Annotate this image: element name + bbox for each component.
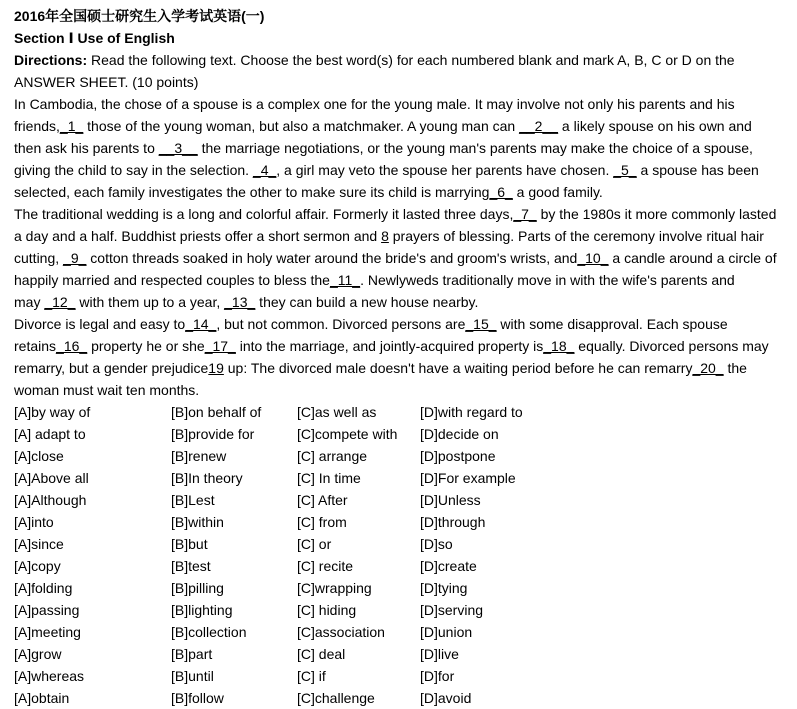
passage-text: a candle around a circle of <box>608 250 777 266</box>
passage-text: with them up to a year, <box>75 294 225 310</box>
option-choice: [C] if <box>297 668 326 684</box>
document <box>14 5 792 709</box>
passage <box>14 93 792 401</box>
passage-text: , but not common. Divorced persons are <box>216 316 466 332</box>
passage-text: retains <box>14 338 57 354</box>
option-choice: [B]renew <box>171 448 227 464</box>
option-choice: [A]meeting <box>14 624 81 640</box>
directions-text: Read the following text. Choose the best word(s) for each numbered blank and mark A, B, C or D on the <box>87 52 735 68</box>
passage-text: remarry, but a gender prejudice <box>14 360 209 376</box>
passage-text: into the marriage, and jointly-acquired property is <box>235 338 544 354</box>
passage-text: happily married and respected couples to bless the <box>14 272 330 288</box>
option-choice: [B]follow <box>171 690 224 706</box>
option-row <box>14 489 792 511</box>
passage-line <box>14 379 792 401</box>
blank-number: __3__ <box>158 140 198 156</box>
option-choice: [B]In theory <box>171 470 243 486</box>
option-row <box>14 467 792 489</box>
passage-text: cutting, <box>14 250 64 266</box>
passage-text: a likely spouse on his own and <box>558 118 752 134</box>
option-choice: [A] adapt to <box>14 426 86 442</box>
passage-line <box>14 225 792 247</box>
passage-line <box>14 203 792 225</box>
passage-line <box>14 357 792 379</box>
option-row <box>14 687 792 709</box>
option-choice: [C] deal <box>297 646 346 662</box>
option-choice: [B]but <box>171 536 208 552</box>
passage-line <box>14 269 792 291</box>
passage-text: a spouse has been <box>636 162 759 178</box>
option-choice: [B]provide for <box>171 426 255 442</box>
passage-line <box>14 137 792 159</box>
option-choice: [A]grow <box>14 646 62 662</box>
passage-text: In Cambodia, the chose of a spouse is a complex one for the young male. It may involve not only his parents and his <box>14 96 735 112</box>
option-choice: [B]on behalf of <box>171 404 262 420</box>
passage-text: selected, each family investigates the other to make sure its child is marrying <box>14 184 490 200</box>
passage-text: may <box>14 294 45 310</box>
passage-line <box>14 115 792 137</box>
passage-text: cotton threads soaked in holy water around the bride's and groom's wrists, and <box>86 250 578 266</box>
directions-line <box>14 49 792 71</box>
option-choice: [D]avoid <box>420 690 472 706</box>
option-choice: [B]Lest <box>171 492 215 508</box>
blank-number: _16_ <box>56 338 88 354</box>
passage-text: Divorce is legal and easy to <box>14 316 186 332</box>
option-choice: [C] In time <box>297 470 361 486</box>
option-choice: [C]compete with <box>297 426 398 442</box>
option-choice: [C]challenge <box>297 690 375 706</box>
option-choice: [C] recite <box>297 558 354 574</box>
option-choice: [C] hiding <box>297 602 357 618</box>
option-choice: [A]copy <box>14 558 61 574</box>
passage-text: The traditional wedding is a long and colorful affair. Formerly it lasted three days, <box>14 206 514 222</box>
option-choice: [B]test <box>171 558 211 574</box>
option-choice: [D]For example <box>420 470 516 486</box>
option-choice: [B]lighting <box>171 602 233 618</box>
blank-number: 8 <box>381 228 389 244</box>
option-row <box>14 423 792 445</box>
option-choice: [A]close <box>14 448 64 464</box>
passage-text: prayers of blessing. Parts of the ceremony involve ritual hair <box>388 228 764 244</box>
option-choice: [C]wrapping <box>297 580 372 596</box>
passage-line <box>14 313 792 335</box>
passage-text: , a girl may veto the spouse her parents have chosen. <box>276 162 614 178</box>
blank-number: _12_ <box>44 294 76 310</box>
passage-text: the <box>723 360 747 376</box>
option-choice: [C]association <box>297 624 385 640</box>
passage-text: by the 1980s it more commonly lasted <box>536 206 777 222</box>
blank-number: _1_ <box>59 118 84 134</box>
option-choice: [D]Unless <box>420 492 481 508</box>
option-choice: [D]tying <box>420 580 468 596</box>
option-choice: [B]until <box>171 668 214 684</box>
option-choice: [D]with regard to <box>420 404 523 420</box>
passage-text: . Newlyweds traditionally move in with the wife's parents and <box>360 272 735 288</box>
passage-text: property he or she <box>87 338 205 354</box>
blank-number: _14_ <box>185 316 217 332</box>
option-choice: [D]so <box>420 536 453 552</box>
option-choice: [C] After <box>297 492 348 508</box>
blank-number: _5_ <box>613 162 637 178</box>
passage-text: up: The divorced male doesn't have a waiting period before he can remarry <box>223 360 693 376</box>
option-row <box>14 643 792 665</box>
option-row <box>14 555 792 577</box>
option-row <box>14 533 792 555</box>
passage-line <box>14 247 792 269</box>
passage-text: equally. Divorced persons may <box>574 338 769 354</box>
directions-line-2: ANSWER SHEET. (10 points) <box>14 74 199 90</box>
option-choice: [A]Above all <box>14 470 89 486</box>
option-choice: [A]passing <box>14 602 80 618</box>
passage-text: giving the child to say in the selection. <box>14 162 253 178</box>
option-choice: [C] from <box>297 514 347 530</box>
passage-line <box>14 93 792 115</box>
option-choice: [A]into <box>14 514 54 530</box>
option-choice: [A]since <box>14 536 64 552</box>
option-choice: [D]union <box>420 624 473 640</box>
blank-number: _11_ <box>329 272 361 288</box>
blank-number: _7_ <box>513 206 537 222</box>
section-heading: Section Ⅰ Use of English <box>14 30 175 46</box>
option-choice: [A]Although <box>14 492 87 508</box>
option-choice: [D]decide on <box>420 426 499 442</box>
passage-text: they can build a new house nearby. <box>255 294 479 310</box>
options-list <box>14 401 792 709</box>
option-choice: [C]as well as <box>297 404 377 420</box>
blank-number: _13_ <box>224 294 256 310</box>
option-row <box>14 577 792 599</box>
passage-line <box>14 181 792 203</box>
blank-number: __2__ <box>519 118 559 134</box>
passage-text: with some disapproval. Each spouse <box>496 316 728 332</box>
blank-number: _9_ <box>63 250 87 266</box>
option-choice: [D]postpone <box>420 448 496 464</box>
option-choice: [C] arrange <box>297 448 368 464</box>
passage-line <box>14 291 792 313</box>
option-row <box>14 401 792 423</box>
passage-text: those of the young woman, but also a matchmaker. A young man can <box>83 118 520 134</box>
option-choice: [D]live <box>420 646 459 662</box>
option-choice: [B]within <box>171 514 224 530</box>
option-choice: [B]collection <box>171 624 247 640</box>
option-choice: [D]through <box>420 514 486 530</box>
exam-title: 2016年全国硕士研究生入学考试英语(一) <box>14 8 265 24</box>
option-row <box>14 621 792 643</box>
passage-text: the marriage negotiations, or the young man's parents may make the choice of a spouse, <box>197 140 753 156</box>
option-choice: [C] or <box>297 536 332 552</box>
option-choice: [D]serving <box>420 602 484 618</box>
passage-text: then ask his parents to <box>14 140 159 156</box>
passage-text: a good family. <box>512 184 603 200</box>
option-row <box>14 599 792 621</box>
option-row <box>14 665 792 687</box>
option-choice: [B]pilling <box>171 580 224 596</box>
option-choice: [A]obtain <box>14 690 70 706</box>
blank-number: _15_ <box>465 316 497 332</box>
option-choice: [A]by way of <box>14 404 91 420</box>
option-choice: [D]for <box>420 668 455 684</box>
blank-number: _20_ <box>692 360 724 376</box>
directions-label: Directions: <box>14 52 88 68</box>
blank-number: _10_ <box>577 250 609 266</box>
option-choice: [D]create <box>420 558 477 574</box>
passage-line <box>14 335 792 357</box>
passage-text: a day and a half. Buddhist priests offer a short sermon and <box>14 228 382 244</box>
option-choice: [A]folding <box>14 580 73 596</box>
passage-text: woman must wait ten months. <box>14 382 200 398</box>
option-row <box>14 445 792 467</box>
blank-number: 19 <box>208 360 224 376</box>
passage-text: friends, <box>14 118 60 134</box>
option-row <box>14 511 792 533</box>
blank-number: _18_ <box>543 338 575 354</box>
blank-number: _4_ <box>252 162 277 178</box>
option-choice: [B]part <box>171 646 213 662</box>
blank-number: _6_ <box>489 184 513 200</box>
option-choice: [A]whereas <box>14 668 85 684</box>
blank-number: _17_ <box>204 338 236 354</box>
passage-line <box>14 159 792 181</box>
